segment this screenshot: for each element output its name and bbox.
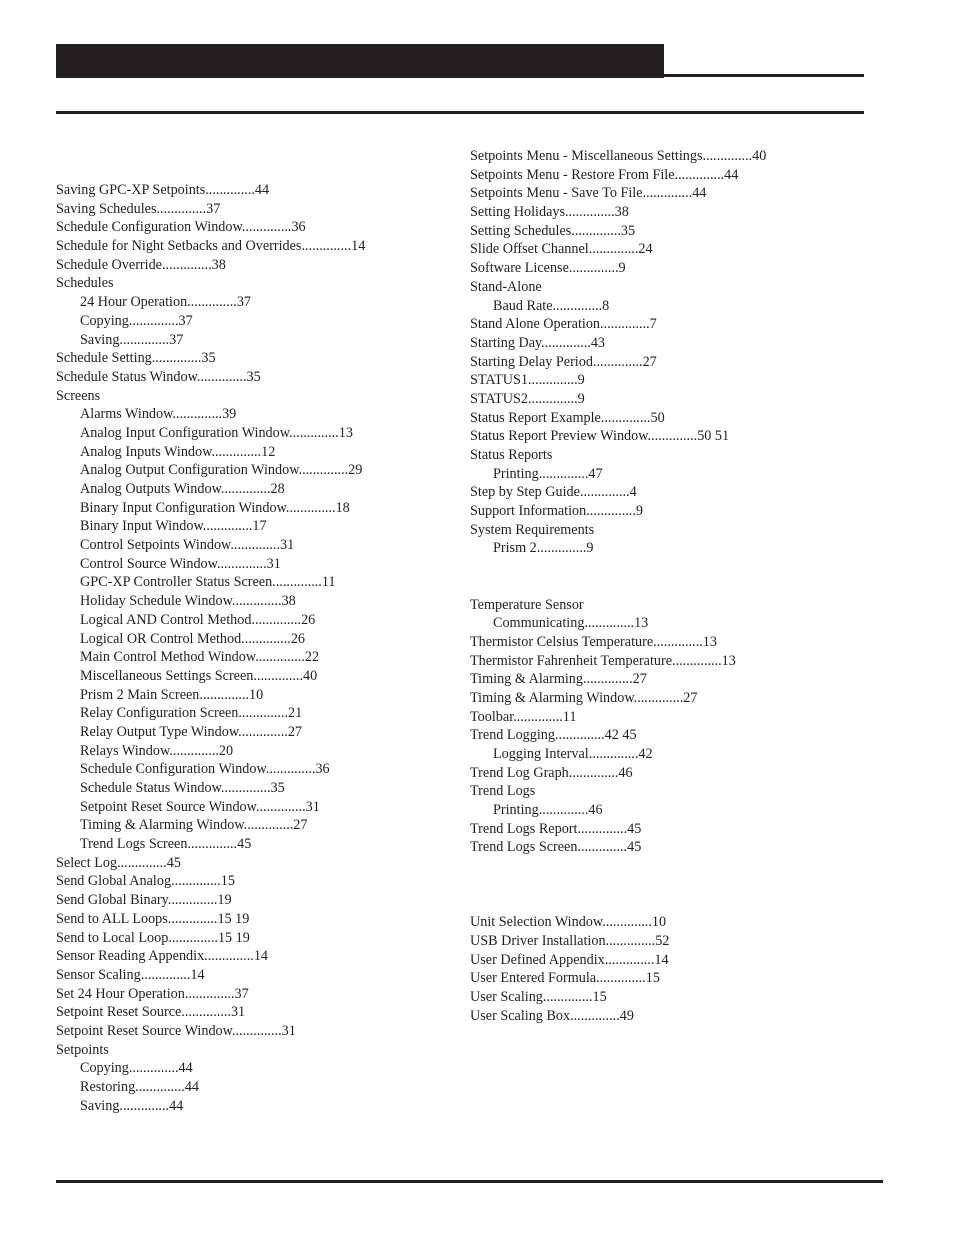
index-entry: System Requirements: [470, 521, 595, 538]
index-subentry: Saving..............37: [80, 331, 184, 348]
index-entry: User Defined Appendix..............14: [470, 951, 669, 968]
index-column-left: [56, 181, 365, 1115]
index-entry: Stand-Alone: [470, 278, 542, 295]
index-subentry: Analog Inputs Window..............12: [80, 443, 276, 460]
index-subentry: Printing..............47: [493, 465, 603, 482]
index-entry: Send Global Analog..............15: [56, 873, 235, 890]
index-entry: Saving GPC-XP Setpoints..............44: [56, 182, 270, 198]
index-entry: Setpoints Menu - Restore From File..............44: [470, 166, 739, 183]
index-subentry: Logical AND Control Method..............26: [80, 611, 316, 628]
index-entry: Setpoints Menu - Miscellaneous Settings..............40: [470, 148, 767, 164]
index-entry: Temperature Sensor: [470, 596, 584, 613]
index-subentry: Copying..............44: [80, 1060, 193, 1077]
index-subentry: Saving..............44: [80, 1097, 184, 1114]
index-entry: Stand Alone Operation..............7: [470, 316, 657, 333]
index-entry: Schedule Setting..............35: [56, 350, 216, 367]
index-subentry: 24 Hour Operation..............37: [80, 294, 252, 311]
index-subentry: Relays Window..............20: [80, 742, 234, 759]
index-entry: Setpoint Reset Source..............31: [56, 1004, 246, 1021]
index-entry: Status Report Example..............50: [470, 409, 665, 426]
index-entry: Sensor Scaling..............14: [56, 966, 205, 983]
index-subentry: Relay Output Type Window..............27: [80, 723, 303, 740]
index-entry: Slide Offset Channel..............24: [470, 241, 653, 258]
index-subentry: Holiday Schedule Window..............38: [80, 593, 296, 610]
index-entry: Software License..............9: [470, 260, 626, 277]
index-entry: Setpoints: [56, 1041, 109, 1058]
header-rule: [664, 74, 864, 77]
index-entry: Schedule Override..............38: [56, 256, 226, 273]
index-entry: User Scaling Box..............49: [470, 1007, 634, 1024]
index-entry: Trend Logging..............42 45: [470, 727, 637, 744]
header-bar: [56, 44, 664, 78]
index-entry: Send Global Binary..............19: [56, 892, 232, 909]
index-subentry: Analog Input Configuration Window..............13: [80, 424, 353, 441]
index-subentry: Control Source Window..............31: [80, 555, 281, 572]
index-entry: Thermistor Celsius Temperature..............13: [470, 633, 717, 650]
index-entry: Sensor Reading Appendix..............14: [56, 948, 269, 965]
index-subentry: Schedule Status Window..............35: [80, 780, 285, 796]
index-spacer: [470, 857, 766, 876]
index-entry: Schedule for Night Setbacks and Overrides..............14: [56, 238, 366, 255]
index-entry: Screens: [56, 387, 101, 404]
index-entry: Support Information..............9: [470, 503, 643, 520]
index-entry: Starting Delay Period..............27: [470, 353, 657, 370]
index-subentry: Analog Outputs Window..............28: [80, 481, 285, 497]
index-entry: STATUS2..............9: [470, 390, 585, 407]
index-entry: Setpoint Reset Source Window..............31: [56, 1022, 296, 1039]
index-entry: Toolbar..............11: [470, 708, 577, 725]
index-entry: Select Log..............45: [56, 854, 181, 871]
index-entry: Step by Step Guide..............4: [470, 484, 637, 501]
index-subentry: Copying..............37: [80, 312, 193, 329]
top-rule: [56, 111, 864, 114]
index-subentry: Setpoint Reset Source Window..............31: [80, 798, 320, 815]
index-entry: User Entered Formula..............15: [470, 970, 660, 987]
index-subentry: Binary Input Configuration Window..............18: [80, 499, 350, 516]
index-entry: USB Driver Installation..............52: [470, 932, 670, 949]
index-spacer: [470, 558, 766, 577]
index-subentry: Binary Input Window..............17: [80, 518, 267, 535]
index-subentry: Alarms Window..............39: [80, 406, 237, 423]
index-subentry: Logical OR Control Method..............26: [80, 630, 306, 647]
index-spacer: [470, 876, 766, 895]
index-entry: Saving Schedules..............37: [56, 200, 221, 217]
index-subentry: Prism 2 Main Screen..............10: [80, 686, 264, 703]
footer-rule: [56, 1180, 883, 1183]
index-subentry: Relay Configuration Screen..............21: [80, 705, 303, 722]
index-entry: Setpoints Menu - Save To File..............44: [470, 185, 707, 202]
index-subentry: Schedule Configuration Window..............36: [80, 761, 330, 778]
index-subentry: Trend Logs Screen..............45: [80, 836, 252, 853]
index-subentry: Baud Rate..............8: [493, 297, 610, 314]
index-subentry: Printing..............46: [493, 802, 603, 819]
index-entry: Trend Logs Report..............45: [470, 820, 642, 837]
index-subentry: Miscellaneous Settings Screen..............40: [80, 667, 318, 684]
index-entry: Schedule Configuration Window..............36: [56, 219, 306, 236]
index-entry: Send to ALL Loops..............15 19: [56, 910, 250, 927]
index-entry: Timing & Alarming Window..............27: [470, 689, 698, 706]
index-entry: STATUS1..............9: [470, 372, 585, 389]
index-entry: Status Reports: [470, 447, 553, 463]
index-spacer: [470, 577, 766, 596]
index-subentry: Timing & Alarming Window..............27: [80, 817, 308, 834]
index-entry: Send to Local Loop..............15 19: [56, 929, 250, 946]
index-entry: Trend Log Graph..............46: [470, 764, 633, 781]
index-subentry: Main Control Method Window..............22: [80, 649, 320, 666]
index-entry: Timing & Alarming..............27: [470, 671, 647, 688]
index-spacer: [470, 895, 766, 914]
index-entry: Status Report Preview Window..............50 51: [470, 428, 730, 445]
index-column-right: [470, 147, 766, 1025]
index-entry: Starting Day..............43: [470, 334, 606, 351]
index-entry: Schedule Status Window..............35: [56, 368, 261, 385]
index-subentry: GPC-XP Controller Status Screen..............11: [80, 574, 336, 591]
index-subentry: Communicating..............13: [493, 615, 649, 632]
index-entry: Thermistor Fahrenheit Temperature..............13: [470, 652, 736, 669]
index-subentry: Prism 2..............9: [493, 540, 594, 557]
index-subentry: Logging Interval..............42: [493, 746, 653, 762]
index-entry: Schedules: [56, 275, 114, 292]
index-entry: User Scaling..............15: [470, 988, 607, 1005]
index-entry: Unit Selection Window..............10: [470, 914, 667, 931]
index-entry: Trend Logs Screen..............45: [470, 839, 642, 856]
index-subentry: Analog Output Configuration Window..............29: [80, 462, 363, 479]
index-entry: Set 24 Hour Operation..............37: [56, 985, 249, 1002]
index-entry: Setting Holidays..............38: [470, 204, 629, 221]
index-entry: Trend Logs: [470, 783, 536, 800]
index-subentry: Restoring..............44: [80, 1079, 200, 1095]
index-subentry: Control Setpoints Window..............31: [80, 537, 295, 554]
index-entry: Setting Schedules..............35: [470, 222, 636, 239]
